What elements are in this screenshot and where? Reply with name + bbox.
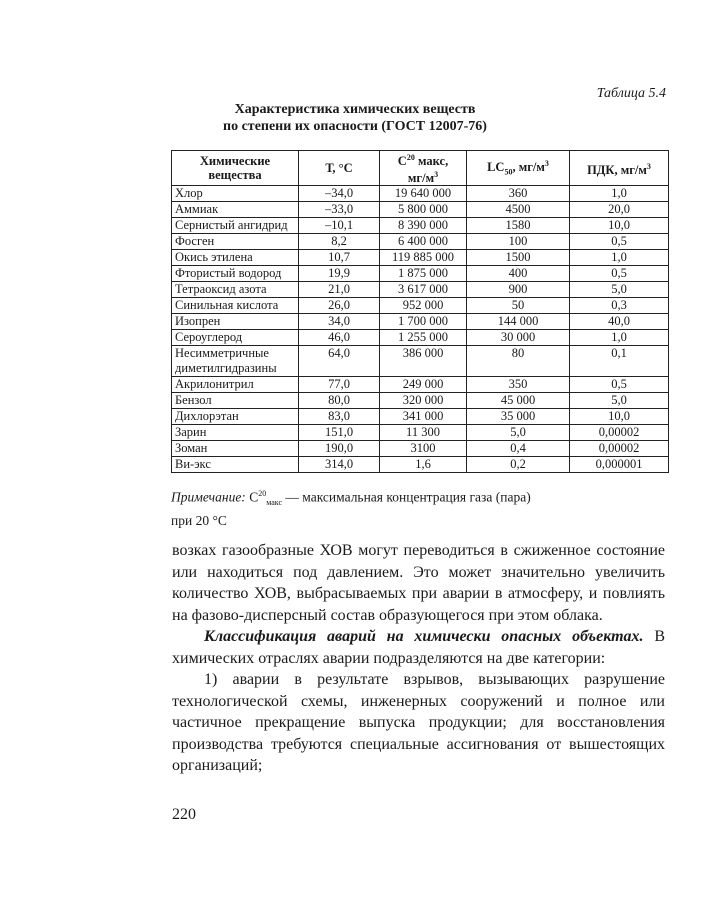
header-cmax-sup: 20 — [406, 153, 415, 162]
table-row — [172, 409, 669, 425]
cell-temp: –10,1 — [299, 218, 380, 234]
cell-pdk: 20,0 — [570, 202, 669, 218]
hazard-table — [171, 150, 669, 473]
cell-name: Дихлорэтан — [172, 409, 299, 425]
cell-name-line2: диметилгидразины — [175, 361, 277, 376]
cell-temp: 151,0 — [299, 425, 380, 441]
cell-temp: 34,0 — [299, 314, 380, 330]
table-row — [172, 298, 669, 314]
table-row — [172, 234, 669, 250]
cell-cmax: 6 400 000 — [380, 234, 467, 250]
cell-name: Зарин — [172, 425, 299, 441]
cell-lc50: 900 — [467, 282, 570, 298]
header-cmax — [380, 151, 467, 186]
cell-cmax: 1 700 000 — [380, 314, 467, 330]
cell-cmax: 386 000 — [380, 346, 467, 377]
cell-pdk: 10,0 — [570, 218, 669, 234]
table-row — [172, 377, 669, 393]
cell-cmax: 1 875 000 — [380, 266, 467, 282]
cell-lc50: 100 — [467, 234, 570, 250]
table-row — [172, 330, 669, 346]
cell-name — [172, 346, 299, 377]
cell-name: Окись этилена — [172, 250, 299, 266]
cell-temp: 10,7 — [299, 250, 380, 266]
cell-lc50: 400 — [467, 266, 570, 282]
cell-lc50: 0,2 — [467, 457, 570, 473]
header-substance — [172, 151, 299, 186]
cell-name: Сернистый ангидрид — [172, 218, 299, 234]
table-header-row — [172, 151, 669, 186]
cell-temp: 21,0 — [299, 282, 380, 298]
paragraph-item-1: 1) аварии в результате взрывов, вызывающих разрушение технологической схемы, инженерных сооружений и полное или частичное прекращение выпуска продукции; для восстановления производства требуются специальные ассигнования от вышестоящих организаций; — [172, 671, 665, 774]
cell-pdk: 1,0 — [570, 186, 669, 202]
cell-lc50: 35 000 — [467, 409, 570, 425]
header-lc-sup: 3 — [544, 158, 549, 168]
cell-lc50: 1580 — [467, 218, 570, 234]
cell-name: Зоман — [172, 441, 299, 457]
cell-temp: 46,0 — [299, 330, 380, 346]
header-substance-line2: вещества — [208, 168, 262, 183]
cell-lc50: 45 000 — [467, 393, 570, 409]
header-temperature: Т, °С — [299, 151, 380, 186]
header-pdk — [570, 151, 669, 186]
header-cmax-label: макс, — [414, 154, 449, 169]
note-text-line1: — максимальная концентрация газа (пара) — [282, 489, 531, 505]
cell-name: Хлор — [172, 186, 299, 202]
header-lc50 — [467, 151, 570, 186]
cell-temp: –34,0 — [299, 186, 380, 202]
table-title-line2: по степени их опасности (ГОСТ 12007-76) — [223, 119, 487, 134]
header-pdk-label: ПДК, мг/м — [587, 162, 647, 177]
table-title-line1: Характеристика химических веществ — [234, 102, 476, 117]
table-row — [172, 441, 669, 457]
page-number: 220 — [172, 806, 196, 823]
header-lc-unit: , мг/м — [512, 159, 545, 174]
cell-cmax: 11 300 — [380, 425, 467, 441]
cell-name: Тетраоксид азота — [172, 282, 299, 298]
cell-pdk: 0,1 — [570, 346, 669, 377]
cell-pdk: 0,5 — [570, 266, 669, 282]
cell-cmax: 249 000 — [380, 377, 467, 393]
body-text — [172, 540, 665, 777]
cell-name: Бензол — [172, 393, 299, 409]
cell-cmax: 8 390 000 — [380, 218, 467, 234]
table-note — [171, 485, 665, 530]
cell-lc50: 80 — [467, 346, 570, 377]
cell-temp: –33,0 — [299, 202, 380, 218]
cell-pdk: 0,00002 — [570, 425, 669, 441]
paragraph-continuation: возках газообразные ХОВ могут переводиться в сжиженное состояние или находиться под давлением. Это может значительно увеличить количество ХОВ, выбрасываемых при аварии в атмосферу, и повлиять на фазово-дисперсный состав образующегося при этом облака. — [172, 542, 665, 624]
cell-pdk: 5,0 — [570, 393, 669, 409]
cell-pdk: 5,0 — [570, 282, 669, 298]
table-row — [172, 457, 669, 473]
table-row — [172, 202, 669, 218]
cell-temp: 64,0 — [299, 346, 380, 377]
classification-text: В химических отраслях аварии подразделяются на две категории: — [172, 628, 665, 667]
note-symbol: С — [249, 489, 259, 505]
cell-lc50: 30 000 — [467, 330, 570, 346]
table-body — [172, 186, 669, 473]
cell-cmax: 19 640 000 — [380, 186, 467, 202]
table-row — [172, 425, 669, 441]
cell-temp: 26,0 — [299, 298, 380, 314]
cell-lc50: 50 — [467, 298, 570, 314]
cell-name: Аммиак — [172, 202, 299, 218]
cell-lc50: 1500 — [467, 250, 570, 266]
cell-lc50: 5,0 — [467, 425, 570, 441]
cell-pdk: 40,0 — [570, 314, 669, 330]
table-row — [172, 314, 669, 330]
cell-lc50: 350 — [467, 377, 570, 393]
cell-pdk: 1,0 — [570, 330, 669, 346]
cell-lc50: 4500 — [467, 202, 570, 218]
table-caption: Таблица 5.4 — [596, 86, 666, 101]
table-row — [172, 282, 669, 298]
cell-cmax: 952 000 — [380, 298, 467, 314]
classification-heading: Классификация аварий на химически опасных объектах. — [204, 628, 644, 645]
cell-cmax: 1,6 — [380, 457, 467, 473]
cell-name-line1: Несимметричные — [175, 346, 269, 361]
cell-cmax: 320 000 — [380, 393, 467, 409]
note-symbol-sup: 20 — [258, 489, 267, 498]
cell-lc50: 360 — [467, 186, 570, 202]
cell-pdk: 10,0 — [570, 409, 669, 425]
cell-name: Фосген — [172, 234, 299, 250]
note-text-line2: при 20 °С — [171, 513, 227, 529]
header-lc-symbol: LC — [487, 159, 505, 174]
table-row — [172, 266, 669, 282]
paragraph-classification — [172, 626, 665, 669]
header-cmax-unit-sup: 3 — [434, 170, 439, 180]
cell-temp: 8,2 — [299, 234, 380, 250]
header-cmax-unit: мг/м — [407, 171, 435, 186]
table-row — [172, 346, 669, 377]
cell-name: Сероуглерод — [172, 330, 299, 346]
header-lc-sub: 50 — [504, 167, 513, 177]
table-row — [172, 393, 669, 409]
cell-cmax: 341 000 — [380, 409, 467, 425]
cell-temp: 190,0 — [299, 441, 380, 457]
cell-pdk: 0,000001 — [570, 457, 669, 473]
cell-name: Синильная кислота — [172, 298, 299, 314]
header-cmax-symbol: С — [397, 154, 407, 169]
note-symbol-sub: макс — [266, 498, 282, 508]
cell-cmax: 3100 — [380, 441, 467, 457]
cell-temp: 314,0 — [299, 457, 380, 473]
cell-name: Ви-экс — [172, 457, 299, 473]
header-substance-line1: Химические — [199, 154, 271, 169]
cell-temp: 77,0 — [299, 377, 380, 393]
cell-pdk: 0,5 — [570, 377, 669, 393]
cell-lc50: 144 000 — [467, 314, 570, 330]
cell-name: Фтористый водород — [172, 266, 299, 282]
cell-pdk: 0,3 — [570, 298, 669, 314]
table-row — [172, 250, 669, 266]
table-row — [172, 186, 669, 202]
table-row — [172, 218, 669, 234]
cell-name: Изопрен — [172, 314, 299, 330]
cell-cmax: 5 800 000 — [380, 202, 467, 218]
cell-temp: 19,9 — [299, 266, 380, 282]
cell-lc50: 0,4 — [467, 441, 570, 457]
cell-cmax: 119 885 000 — [380, 250, 467, 266]
cell-cmax: 3 617 000 — [380, 282, 467, 298]
header-pdk-sup: 3 — [646, 161, 651, 171]
cell-pdk: 1,0 — [570, 250, 669, 266]
cell-temp: 83,0 — [299, 409, 380, 425]
cell-pdk: 0,5 — [570, 234, 669, 250]
cell-temp: 80,0 — [299, 393, 380, 409]
cell-pdk: 0,00002 — [570, 441, 669, 457]
cell-cmax: 1 255 000 — [380, 330, 467, 346]
note-label: Примечание: — [171, 489, 246, 505]
cell-name: Акрилонитрил — [172, 377, 299, 393]
